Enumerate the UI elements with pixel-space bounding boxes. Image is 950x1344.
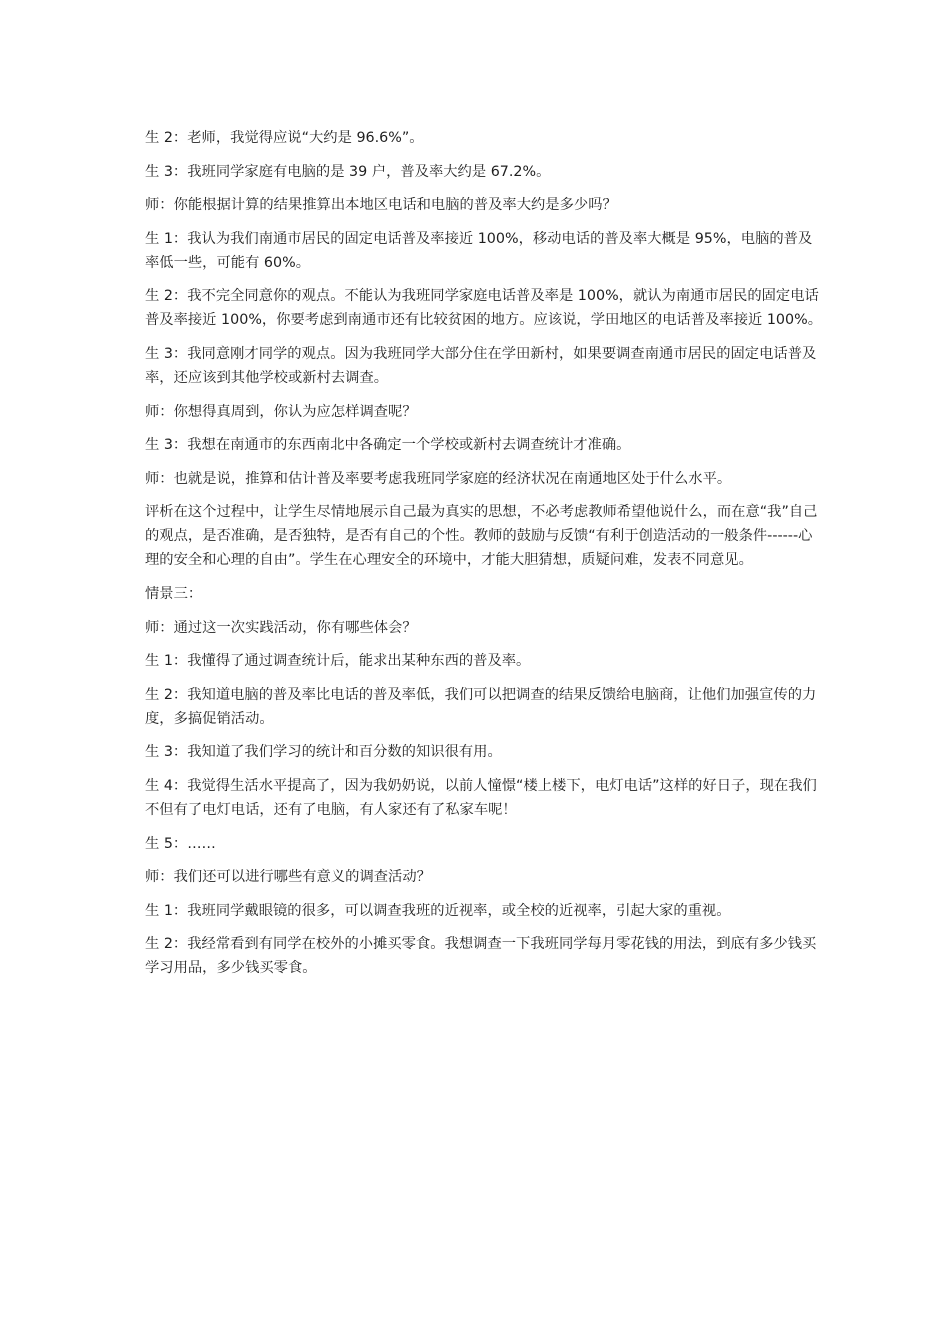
paragraph: 生 2：我不完全同意你的观点。不能认为我班同学家庭电话普及率是 100%，就认为南通市居民的固定电话普及率接近 100%，你要考虑到南通市还有比较贫困的地方。应该说，学田地区的电话普及率接近 100%。 <box>145 288 823 329</box>
paragraph: 生 1：我懂得了通过调查统计后，能求出某种东西的普及率。 <box>145 653 531 670</box>
commentary-paragraph: 评析在这个过程中，让学生尽情地展示自己最为真实的思想，不必考虑教师希望他说什么，而在意“我”自己的观点，是否准确，是否独特，是否有自己的个性。教师的鼓励与反馈“有利于创造活动的一般条件------心理的安全和心理的自由”。学生在心理安全的环境中，才能大胆猜想，质疑问难，发表不同意见。 <box>145 504 818 569</box>
section-heading: 情景三： <box>145 585 203 602</box>
paragraph: 生 5：…… <box>145 835 216 852</box>
paragraph: 师：你能根据计算的结果推算出本地区电话和电脑的普及率大约是多少吗？ <box>145 197 617 214</box>
paragraph: 师：通过这一次实践活动，你有哪些体会？ <box>145 619 417 636</box>
paragraph: 生 2：我知道电脑的普及率比电话的普及率低，我们可以把调查的结果反馈给电脑商，让他们加强宣传的力度，多搞促销活动。 <box>145 686 817 727</box>
paragraph: 生 3：我知道了我们学习的统计和百分数的知识很有用。 <box>145 744 502 761</box>
paragraph: 生 2：老师，我觉得应说“大约是 96.6%”。 <box>145 130 424 146</box>
paragraph: 师：你想得真周到，你认为应怎样调查呢？ <box>145 403 417 420</box>
paragraph: 生 1：我认为我们南通市居民的固定电话普及率接近 100%，移动电话的普及率大概是 95%，电脑的普及率低一些，可能有 60%。 <box>145 230 813 271</box>
document-page <box>145 126 825 990</box>
paragraph: 生 3：我同意刚才同学的观点。因为我班同学大部分住在学田新村，如果要调查南通市居民的固定电话普及率，还应该到其他学校或新村去调查。 <box>145 345 817 386</box>
paragraph: 生 4：我觉得生活水平提高了，因为我奶奶说，以前人憧憬“楼上楼下，电灯电话”这样的好日子，现在我们不但有了电灯电话，还有了电脑，有人家还有了私家车呢！ <box>145 777 817 818</box>
paragraph: 师：也就是说，推算和估计普及率要考虑我班同学家庭的经济状况在南通地区处于什么水平。 <box>145 470 732 487</box>
paragraph: 生 3：我班同学家庭有电脑的是 39 户，普及率大约是 67.2%。 <box>145 163 551 180</box>
paragraph: 生 1：我班同学戴眼镜的很多，可以调查我班的近视率，或全校的近视率，引起大家的重视。 <box>145 902 731 919</box>
paragraph: 生 3：我想在南通市的东西南北中各确定一个学校或新村去调查统计才准确。 <box>145 437 631 454</box>
paragraph: 师：我们还可以进行哪些有意义的调查活动？ <box>145 869 431 886</box>
paragraph: 生 2：我经常看到有同学在校外的小摊买零食。我想调查一下我班同学每月零花钱的用法，到底有多少钱买学习用品，多少钱买零食。 <box>145 936 817 977</box>
